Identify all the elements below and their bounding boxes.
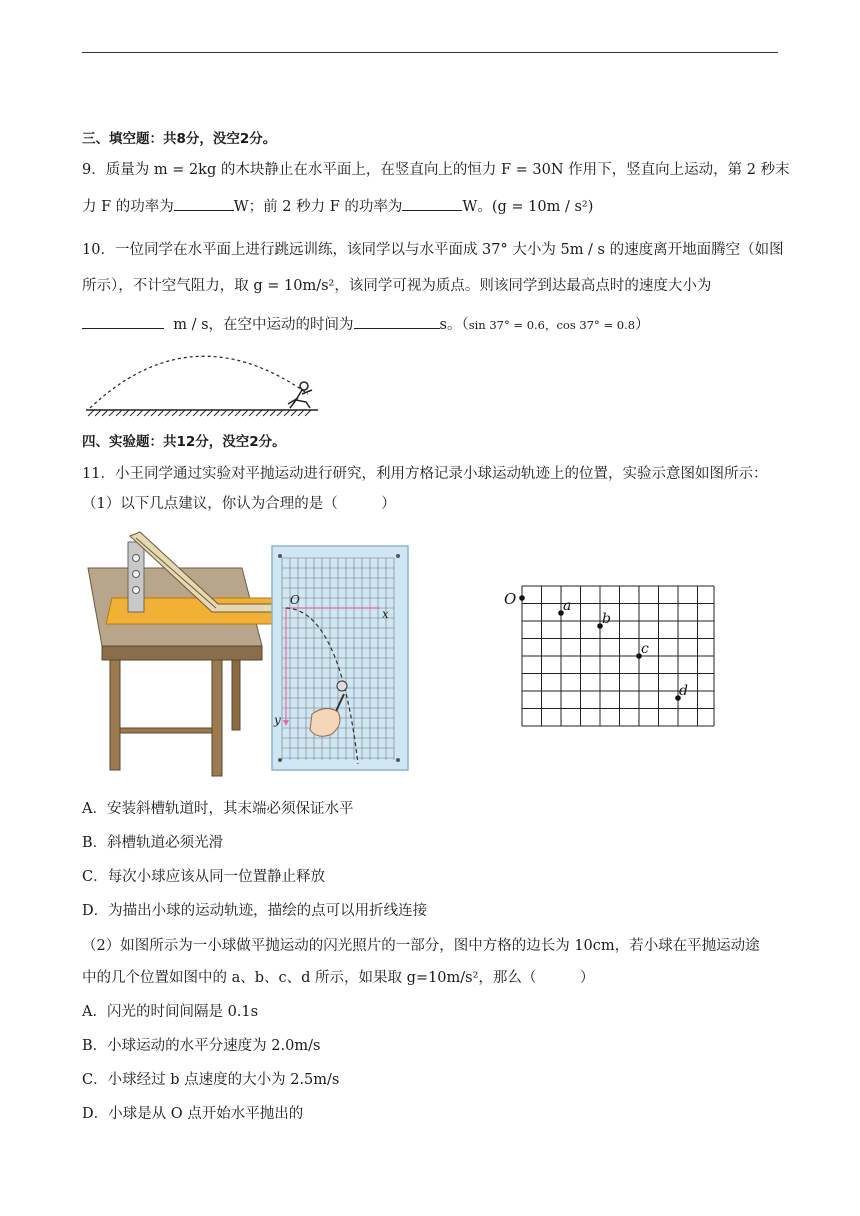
- q11-intro: 11．小王同学通过实验对平抛运动进行研究，利用方格记录小球运动轨迹上的位置，实验示意图如图所示：: [82, 466, 768, 482]
- q11-p1-option-c[interactable]: C．每次小球应该从同一位置静止释放: [82, 869, 326, 885]
- q10-text-d: ）: [635, 317, 650, 333]
- q9-text-c: W。: [462, 199, 492, 215]
- grid-label-b: b: [602, 611, 611, 627]
- grid-label-a: a: [563, 598, 572, 614]
- q10-line-3: [82, 314, 650, 335]
- apparatus-origin-label: O: [290, 593, 300, 607]
- q9-gravity-note: (g = 10m / s²): [491, 199, 594, 215]
- q9-line-1: 9．质量为 m = 2kg 的木块静止在水平面上，在竖直向上的恒力 F = 30N 作用下，竖直向上运动，第 2 秒末: [82, 162, 790, 178]
- section-heading-fill-in: 三、填空题：共8分，没空2分。: [82, 131, 277, 147]
- q11-p1-option-b[interactable]: B．斜槽轨道必须光滑: [82, 835, 224, 851]
- flash-photo-grid-figure: [498, 580, 720, 732]
- long-jump-figure: [82, 342, 322, 422]
- q11-p2-option-c[interactable]: C．小球经过 b 点速度的大小为 2.5m/s: [82, 1072, 340, 1088]
- apparatus-x-label: x: [382, 607, 389, 621]
- q11-p1-option-d[interactable]: D．为描出小球的运动轨迹，描绘的点可以用折线连接: [82, 903, 428, 919]
- q10-blank-2[interactable]: [354, 314, 440, 329]
- q11-part2-line-2: 中的几个位置如图中的 a、b、c、d 所示，如果取 g=10m/s²，那么（ ）: [82, 970, 595, 986]
- grid-lines: [522, 586, 714, 726]
- q11-p2-option-a[interactable]: A．闪光的时间间隔是 0.1s: [82, 1004, 259, 1020]
- q10-trig-values: sin 37° = 0.6，cos 37° = 0.8: [468, 318, 636, 332]
- q10-blank-1[interactable]: [82, 314, 164, 329]
- q11-part1-prompt: （1）以下几点建议，你认为合理的是（ ）: [82, 496, 396, 512]
- section-heading-experiment: 四、实验题：共12分，没空2分。: [82, 434, 286, 450]
- q11-p2-option-b[interactable]: B．小球运动的水平分速度为 2.0m/s: [82, 1038, 321, 1054]
- apparatus-figure: [82, 528, 412, 778]
- q9-text-a: 力 F 的功率为: [82, 199, 174, 215]
- apparatus-y-label: y: [274, 713, 281, 727]
- point-O: [519, 595, 525, 601]
- q11-p2-option-d[interactable]: D．小球是从 O 点开始水平抛出的: [82, 1106, 304, 1122]
- q10-line-2: 所示），不计空气阻力，取 g = 10m/s²，该同学可视为质点。则该同学到达最高点时的速度大小为: [82, 278, 712, 294]
- q9-blank-1[interactable]: [174, 196, 234, 211]
- q11-part2-line-1: （2）如图所示为一小球做平抛运动的闪光照片的一部分，图中方格的边长为 10cm，若小球在平抛运动途: [82, 938, 760, 954]
- q10-text-a: m / s，在空中运动的时间为: [173, 317, 354, 333]
- q10-text-b: s。（: [439, 317, 469, 333]
- grid-label-c: c: [641, 641, 649, 657]
- grid-label-d: d: [679, 683, 688, 699]
- q9-line-2: [82, 196, 593, 217]
- q9-text-b: W；前 2 秒力 F 的功率为: [233, 199, 403, 215]
- q9-blank-2[interactable]: [402, 196, 462, 211]
- grid-label-O: O: [504, 590, 517, 608]
- q10-line-1: 10．一位同学在水平面上进行跳远训练，该同学以与水平面成 37° 大小为 5m / s 的速度离开地面腾空（如图: [82, 242, 784, 258]
- q11-p1-option-a[interactable]: A．安装斜槽轨道时，其末端必须保证水平: [82, 801, 354, 817]
- header-rule: [82, 52, 778, 53]
- jumper-icon: [288, 382, 312, 408]
